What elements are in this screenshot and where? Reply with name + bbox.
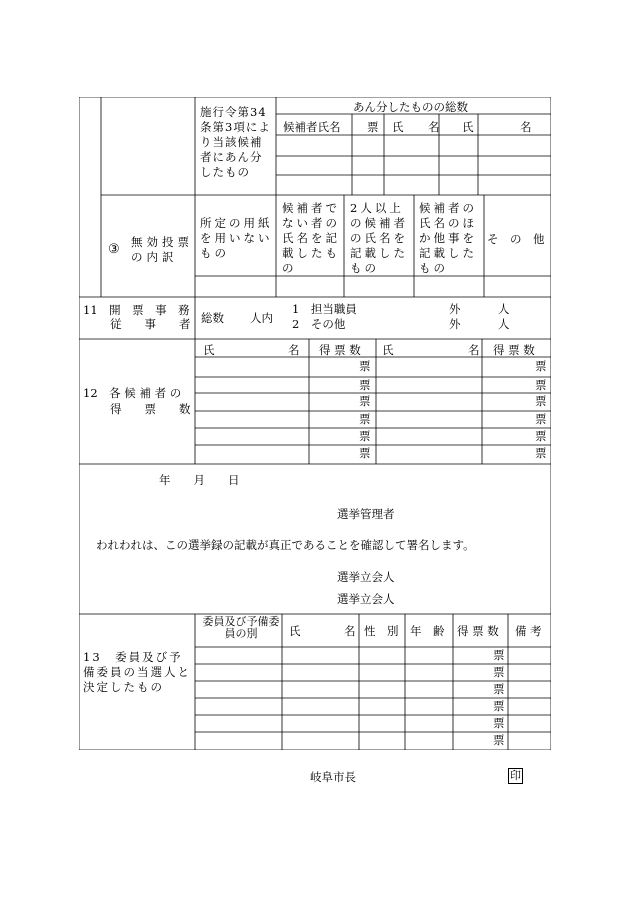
invalid-votes-number: ③ xyxy=(108,242,120,257)
cert-statement: われわれは、この選挙録の記載が真正であることを確認して署名します。 xyxy=(96,538,475,552)
counting-staff-label-2: 従 事 者 xyxy=(110,317,191,331)
cert-date: 年 月 日 xyxy=(159,473,240,487)
r12-unit-left: 票 xyxy=(359,446,371,460)
invalid-votes-label: 無効投票の内訳 xyxy=(131,235,193,264)
staff-outside-1: 外 xyxy=(449,302,461,316)
r12-unit-right: 票 xyxy=(535,359,547,373)
r13-vote-unit: 票 xyxy=(493,699,505,713)
candidate-votes-label-2: 得 票 数 xyxy=(110,402,191,416)
r12-col-mei-1: 名 xyxy=(288,343,300,357)
r12-unit-left: 票 xyxy=(359,359,371,373)
col-shi: 氏 xyxy=(392,120,404,134)
r12-unit-left: 票 xyxy=(359,394,371,408)
r13-vote-unit: 票 xyxy=(493,665,505,679)
invalid-type-form: 所定の用紙を用いないもの xyxy=(200,216,273,260)
r12-unit-right: 票 xyxy=(535,429,547,443)
invalid-type-other-matter: 候補者の氏名のほか他事を記載したもの xyxy=(419,201,477,275)
staff-persons-label: 人内 xyxy=(250,311,273,325)
r13-col-shi: 氏 xyxy=(289,624,301,638)
r12-col-mei-2: 名 xyxy=(468,343,480,357)
election-record-form xyxy=(79,97,551,750)
r12-col-shi-1: 氏 xyxy=(203,343,215,357)
col-mei: 名 xyxy=(428,120,440,134)
r12-unit-left: 票 xyxy=(359,412,371,426)
r13-vote-unit: 票 xyxy=(493,682,505,696)
elected-members-label: 13 委員及び予備委員の当選人と決定したもの xyxy=(83,650,191,694)
staff-total-label: 総数 xyxy=(201,311,224,325)
col-mei-2: 名 xyxy=(520,120,532,134)
r12-unit-right: 票 xyxy=(535,412,547,426)
apportioned-header: あん分したものの総数 xyxy=(353,100,468,114)
staff-line-officials: 1 担当職員 xyxy=(292,302,357,316)
r12-unit-right: 票 xyxy=(535,394,547,408)
r12-unit-left: 票 xyxy=(359,378,371,392)
invalid-type-noncandidate: 候補者でない者の氏名を記載したもの xyxy=(282,201,340,275)
col-votes: 票 xyxy=(367,120,379,134)
staff-line-others: 2 その他 xyxy=(292,317,346,331)
apportioned-label: 施行令第34条第3項により当該候補者にあん分したもの xyxy=(200,105,271,179)
staff-outside-2: 外 xyxy=(449,317,461,331)
r12-unit-right: 票 xyxy=(535,446,547,460)
staff-unit-1: 人 xyxy=(498,302,510,316)
invalid-type-other: そ の 他 xyxy=(487,232,545,246)
r12-col-votes-1: 得 票 数 xyxy=(319,343,361,357)
r13-vote-unit: 票 xyxy=(493,733,505,747)
mayor-title: 岐阜市長 xyxy=(310,770,356,784)
col-candidate-name: 候補者氏名 xyxy=(283,120,341,134)
election-manager: 選挙管理者 xyxy=(337,507,395,521)
col-shi-2: 氏 xyxy=(462,120,474,134)
witness-2: 選挙立会人 xyxy=(337,592,395,606)
invalid-type-multiple: 2人以上の候補者の氏名を記載したもの xyxy=(350,201,408,275)
r13-col-votes: 得 票 数 xyxy=(457,624,499,638)
r12-col-votes-2: 得 票 数 xyxy=(493,343,535,357)
seal-mark: 印 xyxy=(510,769,521,782)
r13-col-age: 年 齢 xyxy=(410,624,445,638)
staff-unit-2: 人 xyxy=(498,317,510,331)
r13-vote-unit: 票 xyxy=(493,716,505,730)
candidate-votes-label-1: 12 各 候 補 者 の xyxy=(83,386,182,400)
r13-vote-unit: 票 xyxy=(493,648,505,662)
r12-col-shi-2: 氏 xyxy=(382,343,394,357)
counting-staff-label-1: 11 開 票 事 務 xyxy=(83,303,190,317)
r13-col-mei: 名 xyxy=(344,624,356,638)
r13-col-sex: 性 別 xyxy=(364,624,399,638)
r12-unit-right: 票 xyxy=(535,378,547,392)
r13-col-type: 委員及び予備委員の別 xyxy=(202,615,280,640)
r12-unit-left: 票 xyxy=(359,429,371,443)
witness-1: 選挙立会人 xyxy=(337,570,395,584)
r13-col-note: 備 考 xyxy=(515,624,542,638)
